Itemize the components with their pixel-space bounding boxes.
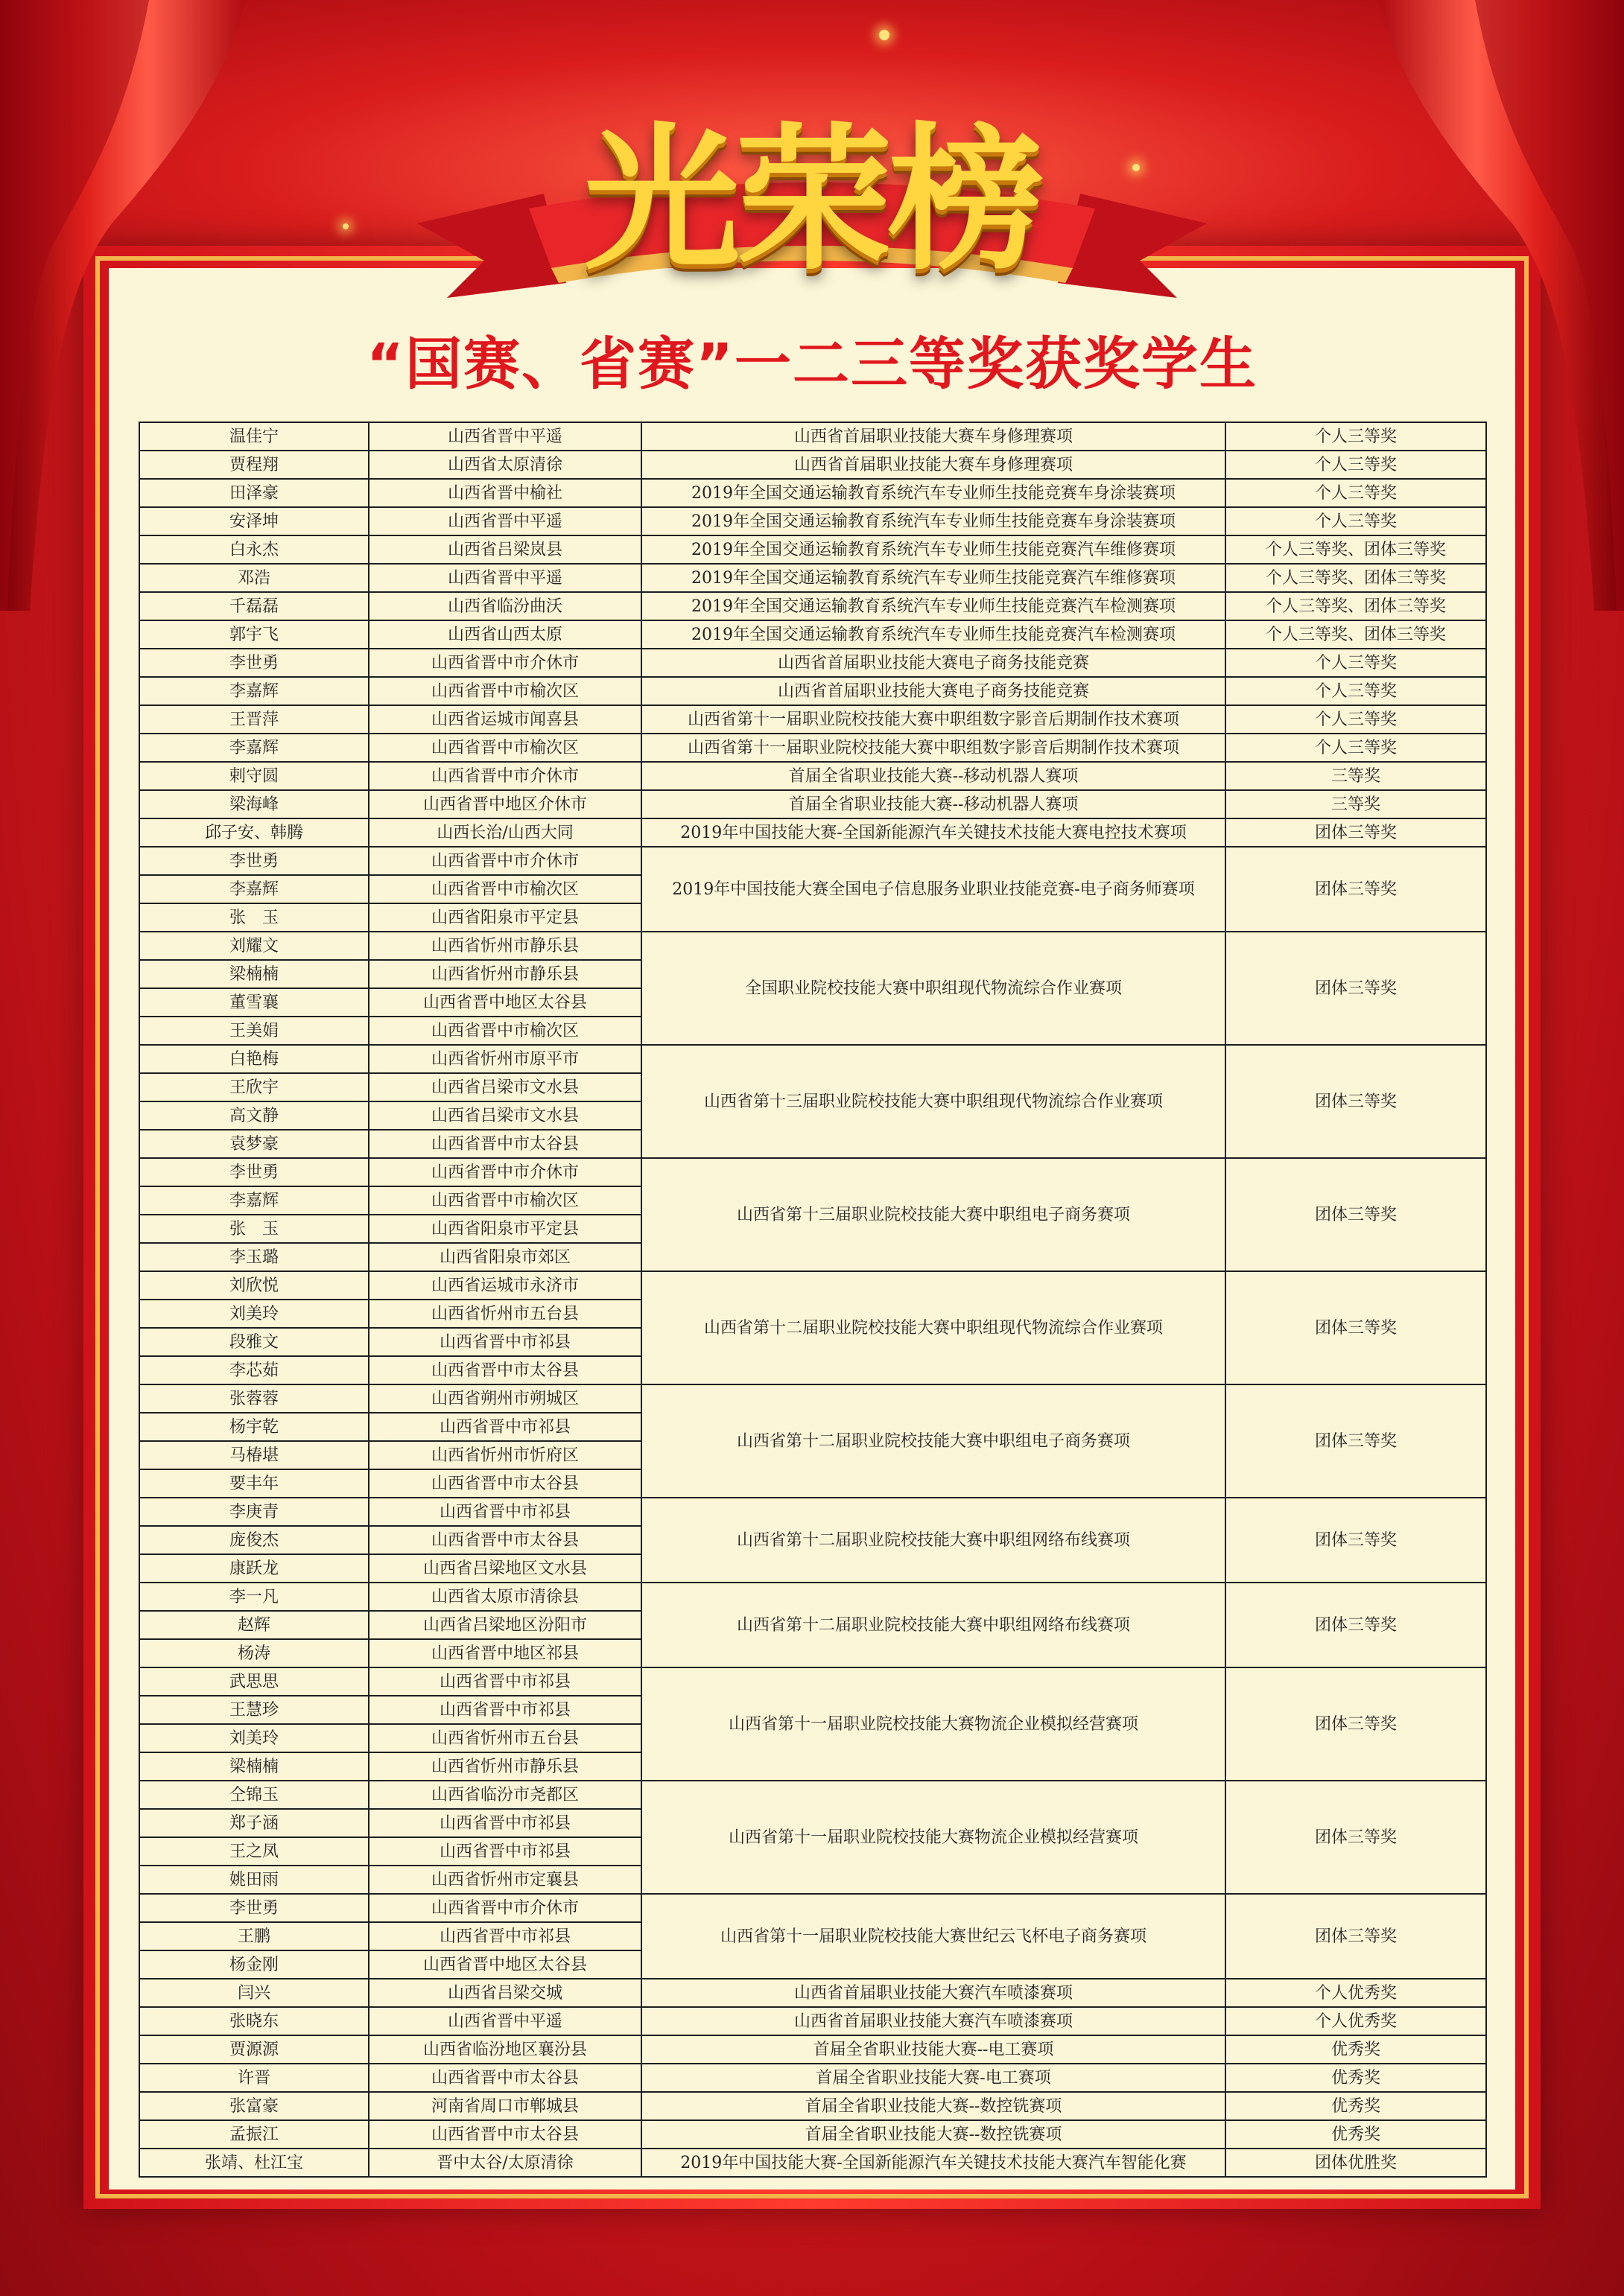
table-row [139, 790, 1486, 818]
student-name-cell: 杨金刚 [139, 1950, 369, 1979]
hometown-cell: 山西省晋中市祁县 [369, 1922, 641, 1950]
award-level-cell: 个人三等奖、团体三等奖 [1225, 535, 1486, 564]
table-row [139, 762, 1486, 790]
hometown-cell: 山西省晋中市榆次区 [369, 734, 641, 762]
hometown-cell: 山西省阳泉市平定县 [369, 1215, 641, 1243]
competition-event-cell: 山西省第十二届职业院校技能大赛中职组网络布线赛项 [641, 1583, 1225, 1667]
table-row [139, 1979, 1486, 2007]
student-name-cell: 段雅文 [139, 1328, 369, 1356]
table-row [139, 422, 1486, 451]
table-row [139, 451, 1486, 479]
table-row [139, 2064, 1486, 2092]
competition-event-cell: 山西省第十三届职业院校技能大赛中职组现代物流综合作业赛项 [641, 1045, 1225, 1158]
hometown-cell: 山西省晋中地区介休市 [369, 790, 641, 818]
table-row [139, 2007, 1486, 2035]
hometown-cell: 山西省阳泉市郊区 [369, 1243, 641, 1271]
student-name-cell: 李世勇 [139, 847, 369, 875]
competition-event-cell: 山西省第十二届职业院校技能大赛中职组现代物流综合作业赛项 [641, 1271, 1225, 1384]
competition-event-cell: 山西省首届职业技能大赛车身修理赛项 [641, 451, 1225, 479]
competition-event-cell: 首届全省职业技能大赛--电工赛项 [641, 2035, 1225, 2064]
student-name-cell: 安泽坤 [139, 507, 369, 535]
award-level-cell: 团体优胜奖 [1225, 2149, 1486, 2177]
award-level-cell: 优秀奖 [1225, 2035, 1486, 2064]
student-name-cell: 王慧珍 [139, 1696, 369, 1724]
hometown-cell: 晋中太谷/太原清徐 [369, 2149, 641, 2177]
table-row [139, 479, 1486, 507]
hometown-cell: 山西省晋中市太谷县 [369, 1526, 641, 1554]
hometown-cell: 山西省忻州市静乐县 [369, 1752, 641, 1781]
student-name-cell: 李世勇 [139, 1158, 369, 1186]
competition-event-cell: 山西省第十一届职业院校技能大赛世纪云飞杯电子商务赛项 [641, 1894, 1225, 1979]
student-name-cell: 姚田雨 [139, 1866, 369, 1894]
hometown-cell: 山西省晋中市太谷县 [369, 1356, 641, 1384]
hometown-cell: 山西省晋中市祁县 [369, 1328, 641, 1356]
hometown-cell: 山西省晋中市祁县 [369, 1667, 641, 1696]
table-row [139, 2149, 1486, 2177]
hometown-cell: 山西省临汾地区襄汾县 [369, 2035, 641, 2064]
hometown-cell: 山西省吕梁市文水县 [369, 1073, 641, 1101]
table-row [139, 1781, 1486, 1809]
table-row [139, 1384, 1486, 1413]
student-name-cell: 李芯茹 [139, 1356, 369, 1384]
student-name-cell: 梁楠楠 [139, 960, 369, 988]
hometown-cell: 山西省晋中市太谷县 [369, 2120, 641, 2149]
hometown-cell: 山西省晋中市祁县 [369, 1837, 641, 1866]
hometown-cell: 山西省阳泉市平定县 [369, 903, 641, 932]
table-row [139, 847, 1486, 875]
hometown-cell: 河南省周口市郸城县 [369, 2092, 641, 2120]
competition-event-cell: 山西省首届职业技能大赛电子商务技能竞赛 [641, 677, 1225, 705]
student-name-cell: 杨宇乾 [139, 1413, 369, 1441]
competition-event-cell: 2019年中国技能大赛-全国新能源汽车关键技术技能大赛电控技术赛项 [641, 818, 1225, 847]
student-name-cell: 刘美玲 [139, 1300, 369, 1328]
hometown-cell: 山西省吕梁交城 [369, 1979, 641, 2007]
hometown-cell: 山西省晋中市介休市 [369, 1158, 641, 1186]
awards-table [139, 422, 1487, 2178]
competition-event-cell: 2019年全国交通运输教育系统汽车专业师生技能竞赛车身涂装赛项 [641, 507, 1225, 535]
student-name-cell: 邱子安、韩腾 [139, 818, 369, 847]
award-level-cell: 个人三等奖 [1225, 677, 1486, 705]
award-level-cell: 个人三等奖 [1225, 705, 1486, 734]
hometown-cell: 山西省晋中市太谷县 [369, 1469, 641, 1498]
student-name-cell: 张晓东 [139, 2007, 369, 2035]
competition-event-cell: 首届全省职业技能大赛--数控铣赛项 [641, 2120, 1225, 2149]
table-row [139, 932, 1486, 960]
table-row [139, 564, 1486, 592]
student-name-cell: 刘耀文 [139, 932, 369, 960]
student-name-cell: 武思思 [139, 1667, 369, 1696]
hometown-cell: 山西省吕梁地区汾阳市 [369, 1611, 641, 1639]
table-row [139, 1045, 1486, 1073]
student-name-cell: 温佳宁 [139, 422, 369, 451]
award-level-cell: 团体三等奖 [1225, 818, 1486, 847]
hometown-cell: 山西省太原清徐 [369, 451, 641, 479]
hometown-cell: 山西省晋中平遥 [369, 2007, 641, 2035]
hometown-cell: 山西省运城市永济市 [369, 1271, 641, 1300]
hometown-cell: 山西省晋中市介休市 [369, 649, 641, 677]
student-name-cell: 张 玉 [139, 1215, 369, 1243]
table-row [139, 2035, 1486, 2064]
student-name-cell: 李世勇 [139, 649, 369, 677]
hometown-cell: 山西省晋中市介休市 [369, 847, 641, 875]
student-name-cell: 张 玉 [139, 903, 369, 932]
hometown-cell: 山西省晋中平遥 [369, 564, 641, 592]
award-level-cell: 团体三等奖 [1225, 1667, 1486, 1781]
student-name-cell: 田泽豪 [139, 479, 369, 507]
table-row [139, 620, 1486, 649]
competition-event-cell: 全国职业院校技能大赛中职组现代物流综合作业赛项 [641, 932, 1225, 1045]
table-row [139, 2120, 1486, 2149]
hometown-cell: 山西省吕梁地区文水县 [369, 1554, 641, 1583]
hometown-cell: 山西省吕梁市文水县 [369, 1101, 641, 1130]
award-level-cell: 个人三等奖、团体三等奖 [1225, 564, 1486, 592]
student-name-cell: 仝锦玉 [139, 1781, 369, 1809]
student-name-cell: 白艳梅 [139, 1045, 369, 1073]
award-level-cell: 个人三等奖、团体三等奖 [1225, 620, 1486, 649]
award-level-cell: 个人三等奖、团体三等奖 [1225, 592, 1486, 620]
student-name-cell: 杨涛 [139, 1639, 369, 1667]
student-name-cell: 张蓉蓉 [139, 1384, 369, 1413]
student-name-cell: 王鹏 [139, 1922, 369, 1950]
hometown-cell: 山西省晋中市祁县 [369, 1809, 641, 1837]
hometown-cell: 山西省忻州市五台县 [369, 1724, 641, 1752]
student-name-cell: 马椿堪 [139, 1441, 369, 1469]
competition-event-cell: 2019年全国交通运输教育系统汽车专业师生技能竞赛车身涂装赛项 [641, 479, 1225, 507]
competition-event-cell: 山西省第十二届职业院校技能大赛中职组电子商务赛项 [641, 1384, 1225, 1498]
competition-event-cell: 2019年全国交通运输教育系统汽车专业师生技能竞赛汽车维修赛项 [641, 564, 1225, 592]
hometown-cell: 山西省忻州市五台县 [369, 1300, 641, 1328]
table-row [139, 649, 1486, 677]
hometown-cell: 山西省运城市闻喜县 [369, 705, 641, 734]
student-name-cell: 李玉璐 [139, 1243, 369, 1271]
competition-event-cell: 山西省第十一届职业院校技能大赛中职组数字影音后期制作技术赛项 [641, 734, 1225, 762]
hometown-cell: 山西省晋中市介休市 [369, 1894, 641, 1922]
poster-title: 光荣榜 [583, 109, 1040, 291]
student-name-cell: 李嘉辉 [139, 875, 369, 903]
student-name-cell: 袁梦豪 [139, 1130, 369, 1158]
table-row [139, 1271, 1486, 1300]
student-name-cell: 贾程翔 [139, 451, 369, 479]
award-level-cell: 团体三等奖 [1225, 1384, 1486, 1498]
table-row [139, 1667, 1486, 1696]
award-level-cell: 个人三等奖 [1225, 479, 1486, 507]
hometown-cell: 山西省晋中市介休市 [369, 762, 641, 790]
award-level-cell: 团体三等奖 [1225, 1045, 1486, 1158]
table-row [139, 1158, 1486, 1186]
award-level-cell: 个人三等奖 [1225, 734, 1486, 762]
student-name-cell: 张靖、杜江宝 [139, 2149, 369, 2177]
student-name-cell: 郑子涵 [139, 1809, 369, 1837]
student-name-cell: 庞俊杰 [139, 1526, 369, 1554]
hometown-cell: 山西省晋中市太谷县 [369, 2064, 641, 2092]
student-name-cell: 高文静 [139, 1101, 369, 1130]
student-name-cell: 剌守圆 [139, 762, 369, 790]
competition-event-cell: 山西省首届职业技能大赛电子商务技能竞赛 [641, 649, 1225, 677]
student-name-cell: 李嘉辉 [139, 734, 369, 762]
competition-event-cell: 山西省第十一届职业院校技能大赛物流企业模拟经营赛项 [641, 1781, 1225, 1894]
student-name-cell: 梁海峰 [139, 790, 369, 818]
table-row [139, 592, 1486, 620]
hometown-cell: 山西省晋中地区祁县 [369, 1639, 641, 1667]
competition-event-cell: 山西省第十三届职业院校技能大赛中职组电子商务赛项 [641, 1158, 1225, 1271]
award-level-cell: 团体三等奖 [1225, 1271, 1486, 1384]
competition-event-cell: 2019年全国交通运输教育系统汽车专业师生技能竞赛汽车维修赛项 [641, 535, 1225, 564]
hometown-cell: 山西省晋中市榆次区 [369, 677, 641, 705]
hometown-cell: 山西省临汾曲沃 [369, 592, 641, 620]
table-row [139, 2092, 1486, 2120]
award-level-cell: 团体三等奖 [1225, 847, 1486, 932]
award-level-cell: 优秀奖 [1225, 2120, 1486, 2149]
hometown-cell: 山西省临汾市尧都区 [369, 1781, 641, 1809]
hometown-cell: 山西省晋中市祁县 [369, 1413, 641, 1441]
competition-event-cell: 山西省第十二届职业院校技能大赛中职组网络布线赛项 [641, 1498, 1225, 1583]
hometown-cell: 山西省忻州市静乐县 [369, 960, 641, 988]
student-name-cell: 王欣宇 [139, 1073, 369, 1101]
student-name-cell: 赵辉 [139, 1611, 369, 1639]
student-name-cell: 白永杰 [139, 535, 369, 564]
award-level-cell: 个人三等奖 [1225, 649, 1486, 677]
hometown-cell: 山西省晋中地区太谷县 [369, 988, 641, 1017]
award-level-cell: 团体三等奖 [1225, 932, 1486, 1045]
competition-event-cell: 2019年中国技能大赛-全国新能源汽车关键技术技能大赛汽车智能化赛 [641, 2149, 1225, 2177]
hometown-cell: 山西省晋中市榆次区 [369, 875, 641, 903]
table-row [139, 1583, 1486, 1611]
competition-event-cell: 山西省首届职业技能大赛车身修理赛项 [641, 422, 1225, 451]
table-row [139, 734, 1486, 762]
student-name-cell: 刘美玲 [139, 1724, 369, 1752]
student-name-cell: 贾源源 [139, 2035, 369, 2064]
award-level-cell: 个人三等奖 [1225, 451, 1486, 479]
awards-table-body [139, 422, 1486, 2177]
hometown-cell: 山西省晋中平遥 [369, 507, 641, 535]
student-name-cell: 千磊磊 [139, 592, 369, 620]
sparkle-decoration [879, 30, 889, 40]
competition-event-cell: 首届全省职业技能大赛--数控铣赛项 [641, 2092, 1225, 2120]
award-level-cell: 三等奖 [1225, 790, 1486, 818]
hometown-cell: 山西省晋中榆社 [369, 479, 641, 507]
award-level-cell: 团体三等奖 [1225, 1498, 1486, 1583]
hometown-cell: 山西省晋中地区太谷县 [369, 1950, 641, 1979]
award-level-cell: 团体三等奖 [1225, 1583, 1486, 1667]
award-level-cell: 优秀奖 [1225, 2064, 1486, 2092]
student-name-cell: 李嘉辉 [139, 677, 369, 705]
table-row [139, 1498, 1486, 1526]
student-name-cell: 刘欣悦 [139, 1271, 369, 1300]
poster-subtitle: “国赛、省赛”一二三等奖获奖学生 [367, 331, 1257, 397]
student-name-cell: 张富豪 [139, 2092, 369, 2120]
competition-event-cell: 山西省第十一届职业院校技能大赛中职组数字影音后期制作技术赛项 [641, 705, 1225, 734]
hometown-cell: 山西省忻州市原平市 [369, 1045, 641, 1073]
hometown-cell: 山西省忻州市忻府区 [369, 1441, 641, 1469]
hometown-cell: 山西省晋中市祁县 [369, 1498, 641, 1526]
award-level-cell: 个人优秀奖 [1225, 1979, 1486, 2007]
hometown-cell: 山西省晋中平遥 [369, 422, 641, 451]
competition-event-cell: 首届全省职业技能大赛-电工赛项 [641, 2064, 1225, 2092]
hometown-cell: 山西省忻州市静乐县 [369, 932, 641, 960]
hometown-cell: 山西省晋中市太谷县 [369, 1130, 641, 1158]
competition-event-cell: 山西省首届职业技能大赛汽车喷漆赛项 [641, 2007, 1225, 2035]
hometown-cell: 山西省晋中市榆次区 [369, 1186, 641, 1215]
table-row [139, 705, 1486, 734]
competition-event-cell: 首届全省职业技能大赛--移动机器人赛项 [641, 762, 1225, 790]
student-name-cell: 康跃龙 [139, 1554, 369, 1583]
competition-event-cell: 首届全省职业技能大赛--移动机器人赛项 [641, 790, 1225, 818]
table-row [139, 677, 1486, 705]
student-name-cell: 要丰年 [139, 1469, 369, 1498]
student-name-cell: 郭宇飞 [139, 620, 369, 649]
student-name-cell: 李嘉辉 [139, 1186, 369, 1215]
table-row [139, 507, 1486, 535]
competition-event-cell: 2019年中国技能大赛全国电子信息服务业职业技能竞赛-电子商务师赛项 [641, 847, 1225, 932]
table-row [139, 1894, 1486, 1922]
award-level-cell: 优秀奖 [1225, 2092, 1486, 2120]
hometown-cell: 山西省晋中市榆次区 [369, 1017, 641, 1045]
competition-event-cell: 山西省第十一届职业院校技能大赛物流企业模拟经营赛项 [641, 1667, 1225, 1781]
award-level-cell: 个人三等奖 [1225, 507, 1486, 535]
student-name-cell: 邓浩 [139, 564, 369, 592]
student-name-cell: 许晋 [139, 2064, 369, 2092]
award-level-cell: 团体三等奖 [1225, 1781, 1486, 1894]
student-name-cell: 李庚青 [139, 1498, 369, 1526]
award-level-cell: 团体三等奖 [1225, 1894, 1486, 1979]
table-row [139, 535, 1486, 564]
competition-event-cell: 2019年全国交通运输教育系统汽车专业师生技能竞赛汽车检测赛项 [641, 620, 1225, 649]
competition-event-cell: 山西省首届职业技能大赛汽车喷漆赛项 [641, 1979, 1225, 2007]
hometown-cell: 山西省太原市清徐县 [369, 1583, 641, 1611]
student-name-cell: 孟振江 [139, 2120, 369, 2149]
student-name-cell: 闫兴 [139, 1979, 369, 2007]
hometown-cell: 山西省晋中市祁县 [369, 1696, 641, 1724]
hometown-cell: 山西省吕梁岚县 [369, 535, 641, 564]
hometown-cell: 山西长治/山西大同 [369, 818, 641, 847]
student-name-cell: 李世勇 [139, 1894, 369, 1922]
award-level-cell: 三等奖 [1225, 762, 1486, 790]
hometown-cell: 山西省朔州市朔城区 [369, 1384, 641, 1413]
award-level-cell: 团体三等奖 [1225, 1158, 1486, 1271]
student-name-cell: 王晋萍 [139, 705, 369, 734]
competition-event-cell: 2019年全国交通运输教育系统汽车专业师生技能竞赛汽车检测赛项 [641, 592, 1225, 620]
student-name-cell: 董雪襄 [139, 988, 369, 1017]
hometown-cell: 山西省山西太原 [369, 620, 641, 649]
award-level-cell: 个人优秀奖 [1225, 2007, 1486, 2035]
table-row [139, 818, 1486, 847]
student-name-cell: 王美娟 [139, 1017, 369, 1045]
student-name-cell: 王之凤 [139, 1837, 369, 1866]
student-name-cell: 李一凡 [139, 1583, 369, 1611]
hometown-cell: 山西省忻州市定襄县 [369, 1866, 641, 1894]
student-name-cell: 梁楠楠 [139, 1752, 369, 1781]
award-level-cell: 个人三等奖 [1225, 422, 1486, 451]
